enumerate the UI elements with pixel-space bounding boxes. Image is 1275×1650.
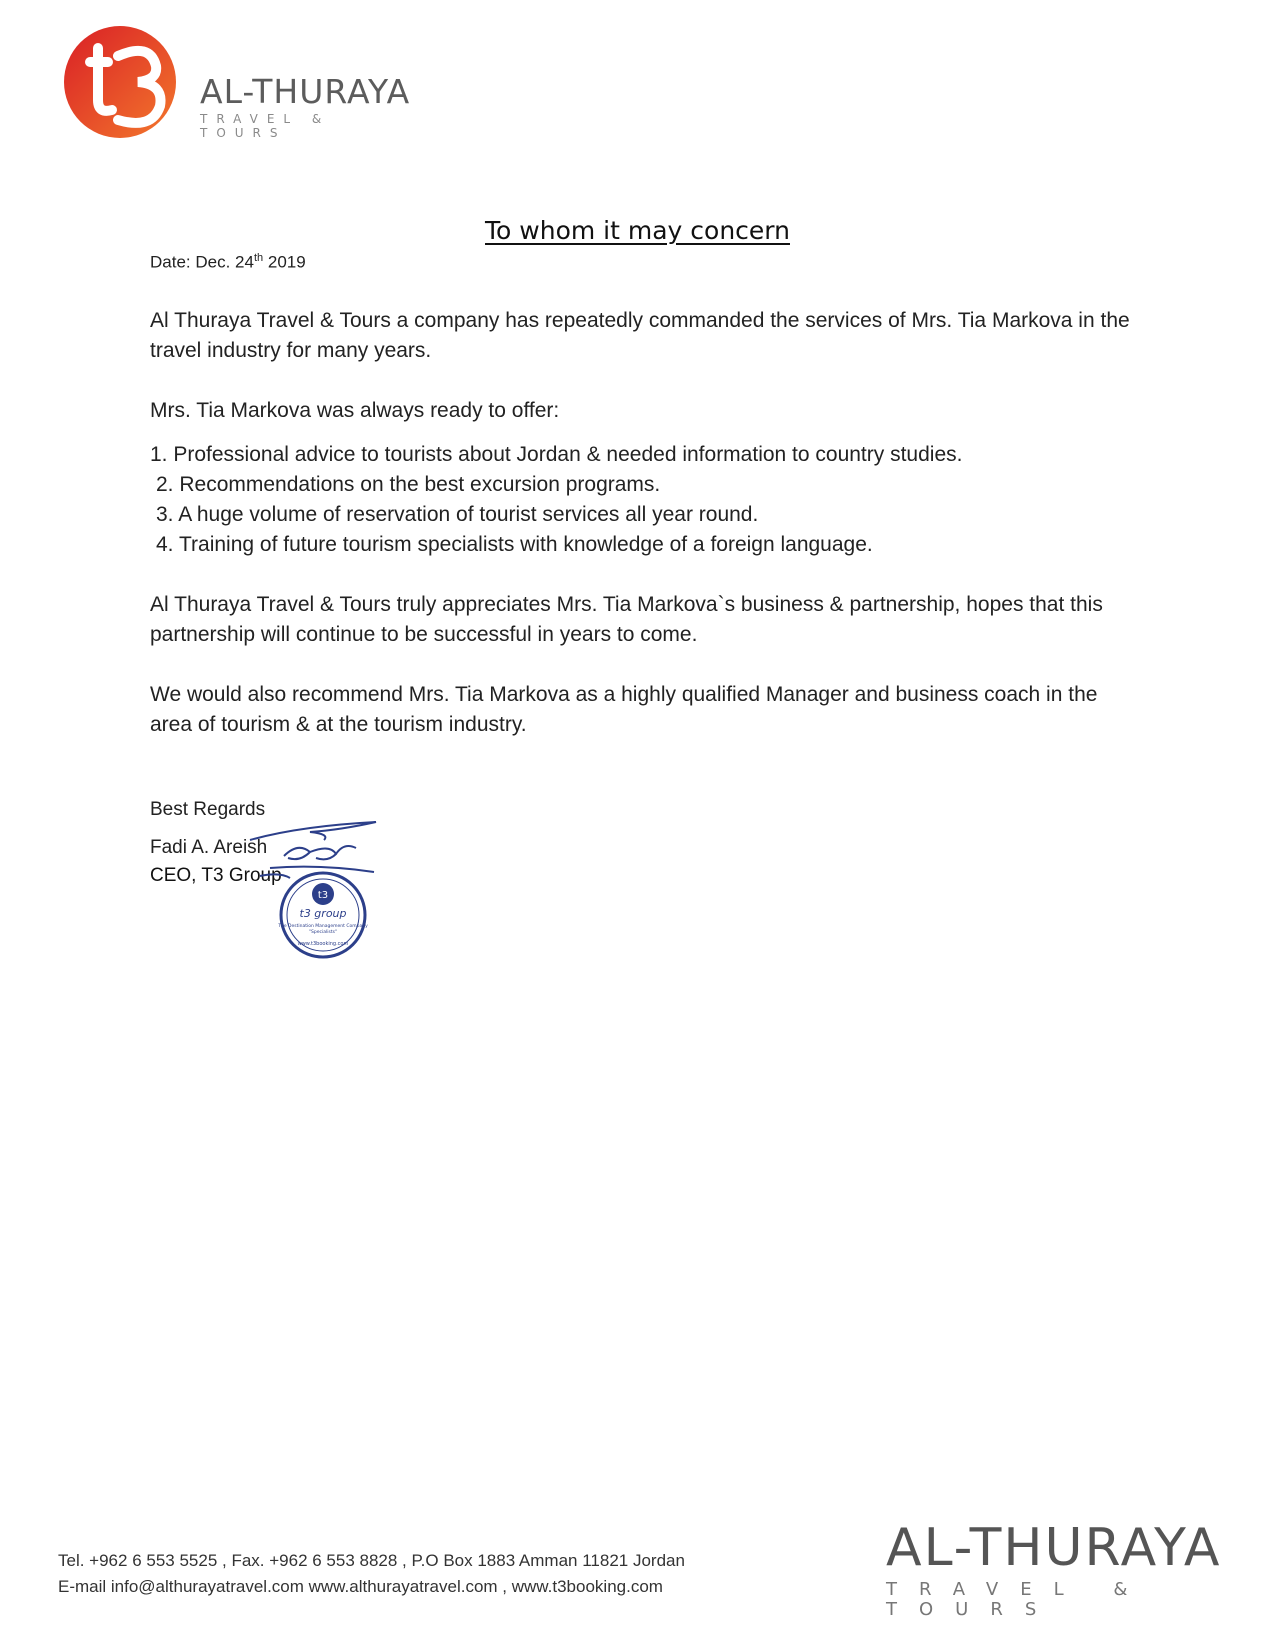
brand-tagline: TRAVEL & TOURS (200, 112, 331, 140)
paragraph-intro: Al Thuraya Travel & Tours a company has repeatedly commanded the services of Mrs. Tia Markova in the travel industry for many years. (150, 309, 1130, 362)
stamp-line1: The Destination Management Company (278, 924, 368, 929)
company-logo (60, 22, 420, 152)
list-item: 4. Training of future tourism specialists with knowledge of a foreign language. (156, 533, 873, 556)
paragraph-offer: Mrs. Tia Markova was always ready to offer: (150, 399, 560, 422)
stamp-title: t3 group (299, 907, 347, 920)
footer-brand-name: AL-THURAYA (886, 1518, 1222, 1578)
signer-role: CEO, T3 Group (150, 865, 282, 886)
list-item: 3. A huge volume of reservation of tourist services all year round. (156, 503, 759, 526)
brand-name: AL-THURAYA (200, 72, 411, 111)
list-item: 1. Professional advice to tourists about Jordan & needed information to country studies. (150, 443, 963, 466)
footer-brand (886, 1520, 1226, 1620)
paragraph-recommendation: We would also recommend Mrs. Tia Markova as a highly qualified Manager and business coach in the area of tourism & at the tourism industry. (150, 683, 1098, 736)
stamp-line2: "Specialists" (308, 930, 338, 935)
svg-text:t3: t3 (317, 890, 329, 901)
t3-logo-mark (60, 22, 190, 152)
footer-brand-tagline: TRAVEL & TOURS (886, 1579, 1150, 1620)
date-ordinal: th (253, 252, 264, 264)
paragraph-appreciation: Al Thuraya Travel & Tours truly appreciates Mrs. Tia Markova`s business & partnership, hopes that this partnership will continue to be successful in years to come. (150, 593, 1103, 646)
date-year: 2019 (263, 252, 306, 272)
closing: Best Regards (150, 799, 266, 820)
letter-date (150, 252, 306, 273)
services-list (150, 440, 962, 560)
stamp-url: www.t3booking.com (297, 941, 349, 947)
footer-contact (58, 1548, 685, 1600)
list-item: 2. Recommendations on the best excursion programs. (156, 473, 661, 496)
signer-name: Fadi A. Areish (150, 837, 268, 858)
contact-line: Tel. +962 6 553 5525 , Fax. +962 6 553 8828 , P.O Box 1883 Amman 11821 Jordan (58, 1551, 685, 1570)
company-stamp (278, 870, 368, 960)
web-line: E-mail info@althurayatravel.com www.althurayatravel.com , www.t3booking.com (58, 1577, 663, 1596)
letter-title: To whom it may concern (485, 216, 790, 245)
brand-wordmark (200, 74, 420, 140)
date-prefix: Date: Dec. 24 (150, 252, 254, 272)
